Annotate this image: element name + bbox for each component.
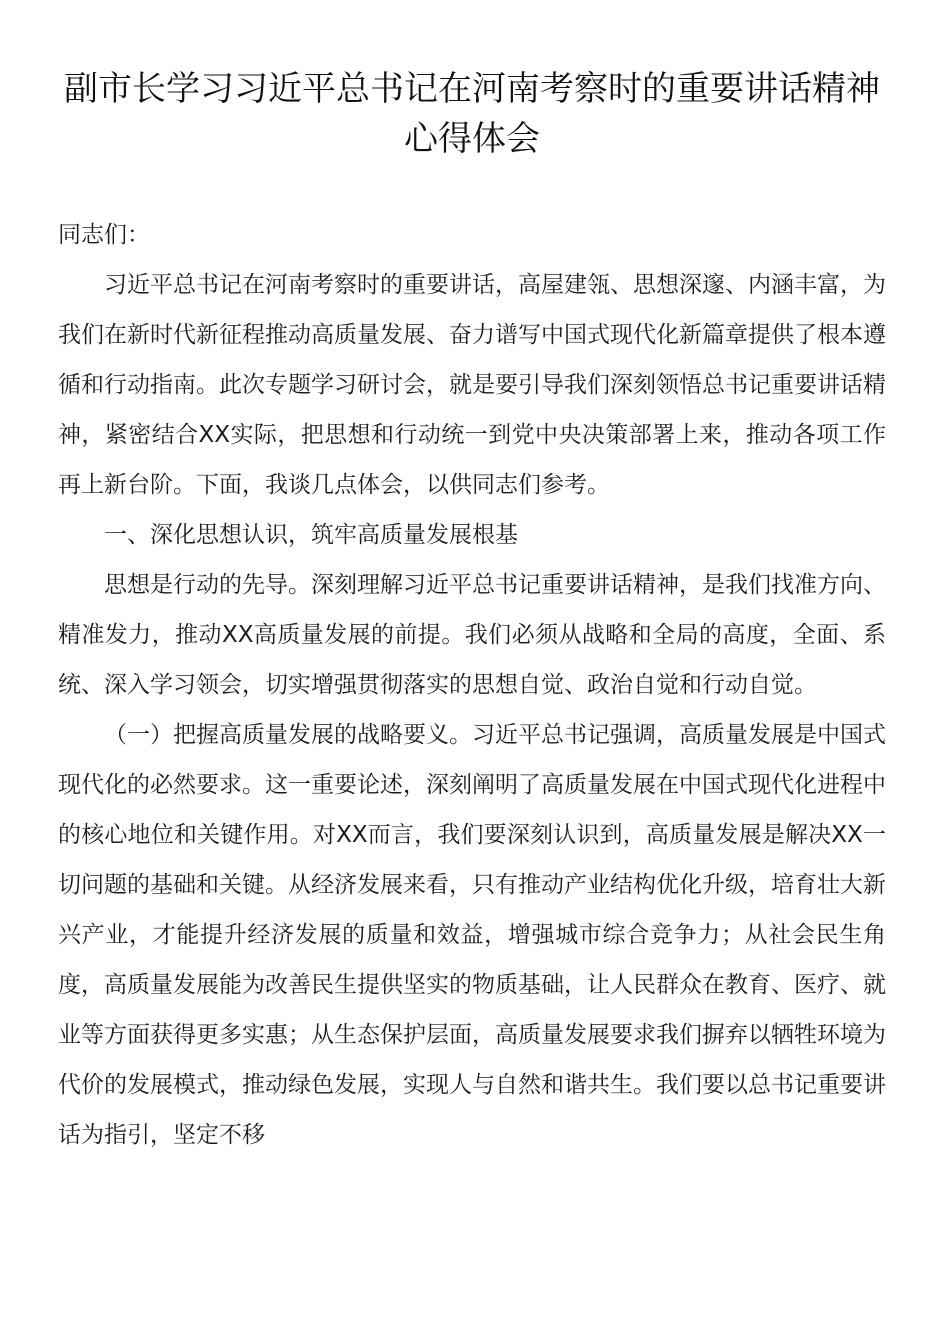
salutation: 同志们： [58, 222, 150, 248]
paragraph-subsection-1: （一）把握高质量发展的战略要义。习近平总书记强调，高质量发展是中国式现代化的必然要求。这一重要论述，深刻阐明了高质量发展在中国式现代化进程中的核心地位和关键作用。对XX而言，我们要深刻认识到，高质量发展是解决XX一切问题的基础和关键。从经济发展来看，只有推动产业结构优化升级，培育壮大新兴产业，才能提升经济发展的质量和效益，增强城市综合竞争力；从社会民生角度，高质量发展能为改善民生提供坚实的物质基础，让人民群众在教育、医疗、就业等方面获得更多实惠；从生态保护层面，高质量发展要求我们摒弃以牺牲环境为代价的发展模式，推动绿色发展，实现人与自然和谐共生。我们要以总书记重要讲话为指引，坚定不移 [58, 722, 886, 1148]
paragraph-intro: 习近平总书记在河南考察时的重要讲话，高屋建瓴、思想深邃、内涵丰富，为我们在新时代新征程推动高质量发展、奋力谱写中国式现代化新篇章提供了根本遵循和行动指南。此次专题学习研讨会，就是要引导我们深刻领悟总书记重要讲话精神，紧密结合XX实际，把思想和行动统一到党中央决策部署上来，推动各项工作再上新台阶。下面，我谈几点体会，以供同志们参考。 [58, 272, 886, 498]
document-body [58, 210, 886, 1160]
document-title: 副市长学习习近平总书记在河南考察时的重要讲话精神心得体会 [64, 69, 880, 159]
section-heading-1: 一、深化思想认识，筑牢高质量发展根基 [104, 522, 518, 548]
paragraph-section-1: 思想是行动的先导。深刻理解习近平总书记重要讲话精神，是我们找准方向、精准发力，推动XX高质量发展的前提。我们必须从战略和全局的高度，全面、系统、深入学习领会，切实增强贯彻落实的思想自觉、政治自觉和行动自觉。 [58, 572, 886, 698]
